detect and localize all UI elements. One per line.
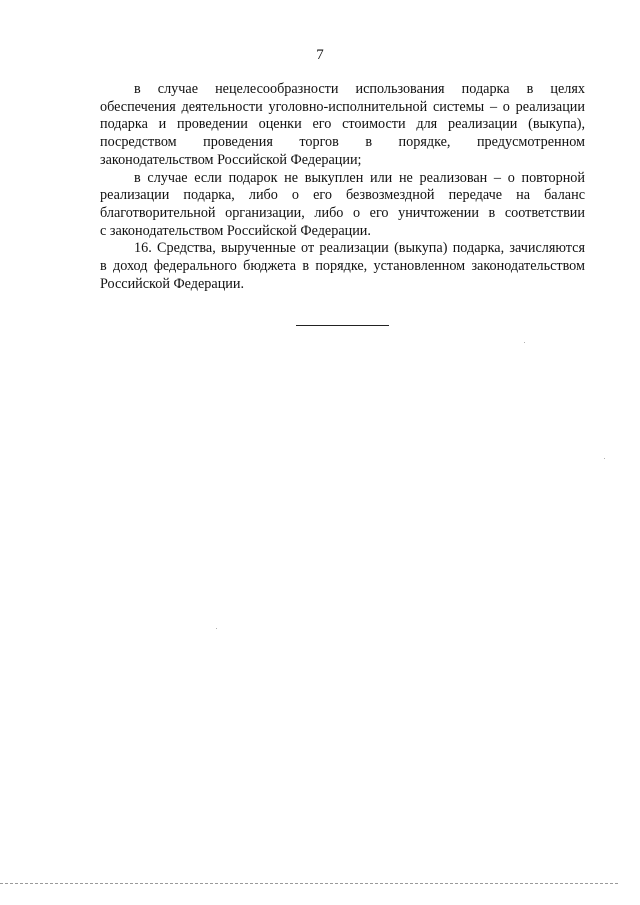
- paragraph-resale-or-disposal: [100, 170, 585, 241]
- document-body: [100, 81, 585, 293]
- paragraph-16-proceeds: [100, 240, 585, 293]
- text-line: в случае нецелесообразности использования подарка в целях: [134, 81, 585, 97]
- scan-speck: [604, 458, 605, 459]
- scan-speck: [216, 628, 217, 629]
- scan-speck: [524, 342, 525, 343]
- paragraph-sale-of-gift: [100, 81, 585, 170]
- text-line: законодательством Российской Федерации;: [100, 151, 362, 168]
- page-number: 7: [316, 47, 324, 63]
- text-line: с законодательством Российской Федерации.: [100, 222, 371, 239]
- text-line: в доход федерального бюджета в порядке, установленном законодательством: [100, 258, 585, 275]
- end-of-text-separator: [296, 325, 389, 326]
- text-line: обеспечения деятельности уголовно-исполнительной системы – о реализации: [100, 98, 585, 115]
- text-line: подарка и проведении оценки его стоимости для реализации (выкупа),: [100, 116, 585, 133]
- text-line: реализации подарка, либо о его безвозмездной передаче на баланс: [100, 187, 585, 204]
- text-line: в случае если подарок не выкуплен или не реализован – о повторной: [134, 169, 585, 186]
- text-line: Российской Федерации.: [100, 275, 245, 292]
- text-line: посредством проведения торгов в порядке, предусмотренном: [100, 134, 585, 151]
- text-line: 16. Средства, вырученные от реализации (выкупа) подарка, зачисляются: [134, 240, 585, 257]
- text-line: благотворительной организации, либо о его уничтожении в соответствии: [100, 204, 585, 221]
- scan-edge-line: [0, 883, 618, 884]
